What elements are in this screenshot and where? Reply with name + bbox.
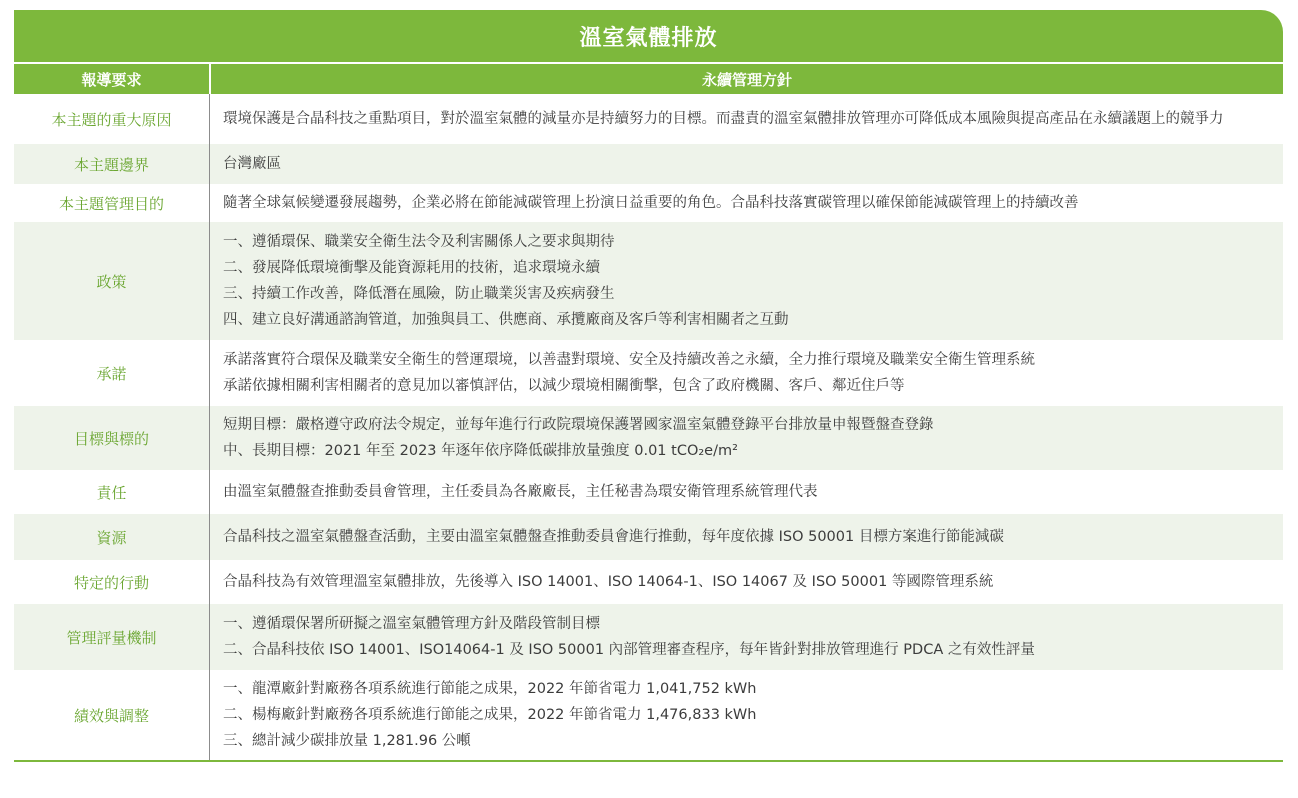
header-management-approach: 永續管理方針: [701, 70, 792, 89]
table-row: [14, 670, 1283, 760]
row-label: 特定的行動: [14, 560, 210, 604]
content-line: 承諾依據相關利害相關者的意見加以審慎評估，以減少環境相關衝擊，包含了政府機關、客戶、鄰近住戶等: [223, 378, 905, 394]
table-body: [14, 94, 1283, 760]
table-row: [14, 340, 1283, 406]
row-label: 本主題管理目的: [14, 184, 210, 222]
row-content: [210, 340, 1283, 406]
row-content: [210, 222, 1283, 340]
content-line: 由溫室氣體盤查推動委員會管理，主任委員為各廠廠長，主任秘書為環安衛管理系統管理代表: [223, 484, 818, 500]
content-line: 台灣廠區: [223, 156, 281, 172]
content-line: 承諾落實符合環保及職業安全衛生的營運環境，以善盡對環境、安全及持續改善之永續，全力推行環境及職業安全衛生管理系統: [223, 352, 1035, 368]
row-content: [210, 604, 1283, 670]
table-row: [14, 560, 1283, 604]
table-bottom-rule: [14, 760, 1283, 762]
row-content: [210, 94, 1283, 144]
table-header-row: [14, 64, 1283, 94]
content-line: 三、持續工作改善，降低潛在風險，防止職業災害及疾病發生: [223, 286, 615, 302]
content-line: 一、遵循環保署所研擬之溫室氣體管理方針及階段管制目標: [223, 616, 600, 632]
content-line: 隨著全球氣候變遷發展趨勢，企業必將在節能減碳管理上扮演日益重要的角色。合晶科技落實碳管理以確保節能減碳管理上的持續改善: [223, 195, 1079, 211]
table-row: [14, 144, 1283, 184]
table-row: [14, 184, 1283, 222]
table-title-banner: [14, 10, 1283, 62]
row-content: [210, 514, 1283, 560]
content-line: 合晶科技為有效管理溫室氣體排放，先後導入 ISO 14001、ISO 14064-1、ISO 14067 及 ISO 50001 等國際管理系統: [223, 574, 994, 590]
content-line: 四、建立良好溝通諮詢管道，加強與員工、供應商、承攬廠商及客戶等利害相關者之互動: [223, 312, 789, 328]
table-row: [14, 222, 1283, 340]
row-label: 本主題邊界: [14, 144, 210, 184]
content-line: 一、龍潭廠針對廠務各項系統進行節能之成果，2022 年節省電力 1,041,752 kWh: [223, 681, 757, 697]
row-label: 績效與調整: [14, 670, 210, 760]
row-label: 目標與標的: [14, 406, 210, 470]
ghg-management-table: [14, 10, 1283, 762]
row-content: [210, 144, 1283, 184]
table-row: [14, 94, 1283, 144]
content-line: 合晶科技之溫室氣體盤查活動，主要由溫室氣體盤查推動委員會進行推動，每年度依據 ISO 50001 目標方案進行節能減碳: [223, 529, 1004, 545]
table-row: [14, 406, 1283, 470]
row-label: 本主題的重大原因: [14, 94, 210, 144]
table-row: [14, 514, 1283, 560]
table-title: 溫室氣體排放: [579, 25, 718, 51]
row-label: 管理評量機制: [14, 604, 210, 670]
header-reporting-requirement: 報導要求: [14, 64, 211, 94]
row-content: [210, 406, 1283, 470]
row-content: [210, 184, 1283, 222]
content-line: 中、長期目標：2021 年至 2023 年逐年依序降低碳排放量強度 0.01 tCO₂e/m²: [223, 443, 738, 459]
content-line: 一、遵循環保、職業安全衛生法令及利害關係人之要求與期待: [223, 234, 615, 250]
row-label: 承諾: [14, 340, 210, 406]
content-line: 二、合晶科技依 ISO 14001、ISO14064-1 及 ISO 50001 內部管理審查程序，每年皆針對排放管理進行 PDCA 之有效性評量: [223, 642, 1035, 658]
content-line: 二、楊梅廠針對廠務各項系統進行節能之成果，2022 年節省電力 1,476,833 kWh: [223, 707, 757, 723]
content-line: 二、發展降低環境衝擊及能資源耗用的技術，追求環境永續: [223, 260, 600, 276]
table-row: [14, 470, 1283, 514]
row-content: [210, 470, 1283, 514]
row-content: [210, 670, 1283, 760]
row-label: 政策: [14, 222, 210, 340]
row-label: 責任: [14, 470, 210, 514]
content-line: 環境保護是合晶科技之重點項目，對於溫室氣體的減量亦是持續努力的目標。而盡責的溫室氣體排放管理亦可降低成本風險與提高產品在永續議題上的競爭力: [223, 110, 1224, 127]
row-label: 資源: [14, 514, 210, 560]
row-content: [210, 560, 1283, 604]
content-line: 三、總計減少碳排放量 1,281.96 公噸: [223, 733, 471, 749]
table-row: [14, 604, 1283, 670]
content-line: 短期目標：嚴格遵守政府法令規定，並每年進行行政院環境保護署國家溫室氣體登錄平台排放量申報暨盤查登錄: [223, 417, 934, 433]
